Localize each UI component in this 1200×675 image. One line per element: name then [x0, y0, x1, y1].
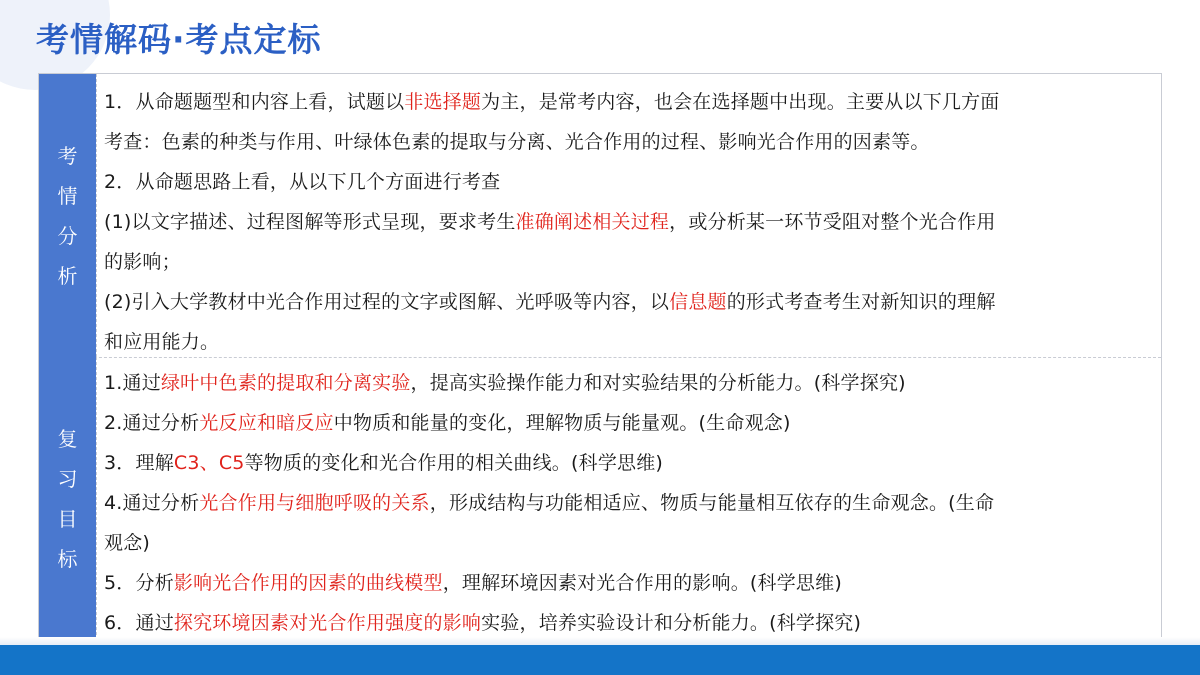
section-content: [96, 357, 1161, 640]
text-segment: ，理解环境因素对光合作用的影响。(科学思维): [442, 572, 842, 594]
footer-bar: [0, 645, 1200, 675]
label-char: 标: [57, 546, 78, 571]
text-segment: 5．分析: [104, 572, 174, 594]
text-segment: 的形式考查考生对新知识的理解: [726, 291, 996, 313]
text-line: [104, 403, 1157, 443]
section-content: [96, 74, 1161, 357]
text-segment: ，提高实验操作能力和对实验结果的分析能力。(科学探究): [410, 372, 906, 394]
label-char: 析: [57, 263, 78, 288]
label-char: 分: [57, 223, 78, 248]
text-segment: 1．从命题题型和内容上看，试题以: [104, 91, 405, 113]
text-line: [104, 483, 1157, 523]
highlighted-text: C3、C5: [173, 452, 245, 474]
text-segment: 和应用能力。: [104, 331, 220, 353]
text-segment: 3．理解: [104, 452, 174, 474]
text-segment: 的影响；: [104, 251, 181, 273]
text-segment: 2．从命题思路上看，从以下几个方面进行考查: [104, 171, 501, 193]
label-char: 情: [57, 183, 78, 208]
text-segment: 2.通过分析: [104, 412, 200, 434]
section-review-goals: [39, 357, 1161, 640]
highlighted-text: 非选择题: [404, 91, 482, 113]
text-line: [104, 363, 1157, 403]
highlighted-text: 光反应和暗反应: [199, 412, 334, 434]
label-char: 习: [57, 466, 78, 491]
label-char: 目: [57, 506, 78, 531]
text-line: [104, 443, 1157, 483]
text-line: [104, 82, 1157, 122]
text-segment: 1.通过: [104, 372, 161, 394]
footer-fade: [0, 637, 1200, 645]
highlighted-text: 光合作用与细胞呼吸的关系: [199, 492, 430, 514]
text-line: [104, 282, 1157, 322]
highlighted-text: 准确阐述相关过程: [515, 211, 670, 233]
text-line: [104, 322, 1157, 362]
text-segment: 考查：色素的种类与作用、叶绿体色素的提取与分离、光合作用的过程、影响光合作用的因素等。: [104, 131, 930, 153]
section-label: [39, 357, 96, 640]
page-title: 考情解码·考点定标: [36, 20, 322, 59]
label-char: 考: [57, 143, 78, 168]
text-line: [104, 162, 1157, 202]
text-segment: 中物质和能量的变化，理解物质与能量观。(生命观念): [333, 412, 791, 434]
text-segment: (2)引入大学教材中光合作用过程的文字或图解、光呼吸等内容，以: [104, 291, 670, 313]
text-line: [104, 242, 1157, 282]
text-line: [104, 122, 1157, 162]
text-segment: ，或分析某一环节受阻对整个光合作用: [669, 211, 996, 233]
text-line: [104, 563, 1157, 603]
highlighted-text: 信息题: [669, 291, 727, 313]
content-table: [38, 73, 1162, 641]
text-segment: 4.通过分析: [104, 492, 200, 514]
section-exam-analysis: [39, 74, 1161, 358]
highlighted-text: 影响光合作用的因素的曲线模型: [173, 572, 443, 594]
section-label: [39, 74, 96, 357]
text-segment: ，形成结构与功能相适应、物质与能量相互依存的生命观念。(生命: [429, 492, 995, 514]
label-char: 复: [57, 426, 78, 451]
text-line: [104, 523, 1157, 563]
text-segment: 实验，培养实验设计和分析能力。(科学探究): [481, 612, 862, 634]
text-segment: 等物质的变化和光合作用的相关曲线。(科学思维): [244, 452, 664, 474]
text-segment: (1)以文字描述、过程图解等形式呈现，要求考生: [104, 211, 516, 233]
text-segment: 为主，是常考内容，也会在选择题中出现。主要从以下几方面: [481, 91, 1000, 113]
text-line: [104, 202, 1157, 242]
highlighted-text: 探究环境因素对光合作用强度的影响: [173, 612, 482, 634]
text-segment: 6．通过: [104, 612, 174, 634]
highlighted-text: 绿叶中色素的提取和分离实验: [160, 372, 411, 394]
text-segment: 观念): [104, 532, 151, 554]
